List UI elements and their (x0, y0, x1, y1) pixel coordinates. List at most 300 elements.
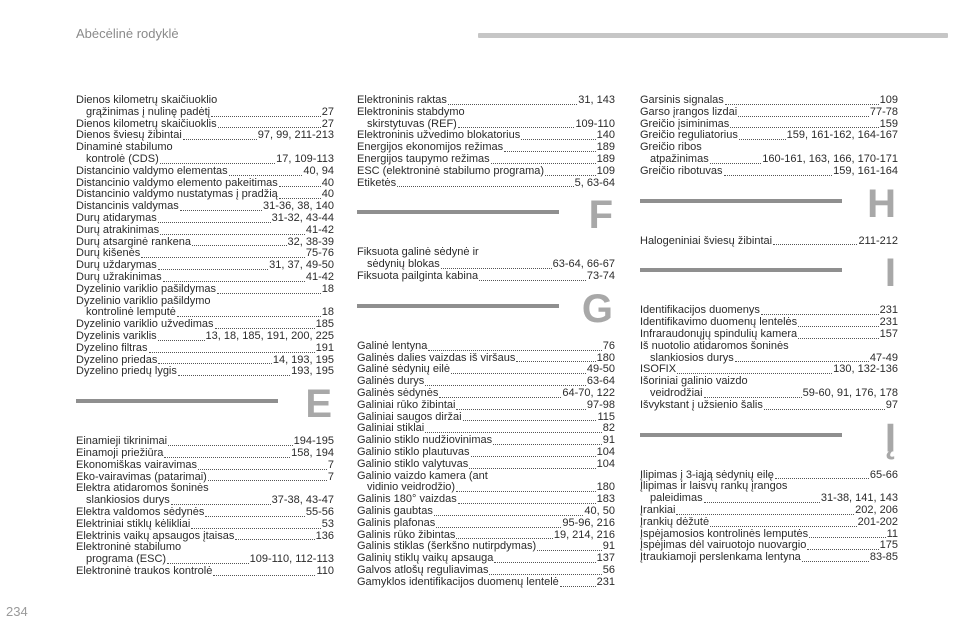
page-ref: 231 (879, 304, 898, 317)
page-number: 234 (6, 604, 28, 619)
dot-leader (807, 549, 878, 550)
index-term: Įrankių dėžutė (640, 515, 710, 528)
dot-leader (479, 280, 586, 281)
dot-leader (205, 516, 304, 517)
dot-leader (456, 491, 596, 492)
dot-leader (494, 562, 595, 563)
section-divider-bar (76, 399, 278, 403)
index-entry (640, 388, 898, 400)
dot-leader (802, 561, 869, 562)
dot-leader (149, 352, 315, 353)
index-term: Galinės durys (357, 375, 425, 388)
index-term: Durų atrakinimas (76, 223, 160, 236)
index-term: Dyzelinio variklio pašildymo (76, 294, 211, 307)
section-letter: E (305, 382, 332, 427)
index-term: Halogeniniai šviesų žibintai (640, 234, 773, 247)
index-entry (640, 107, 898, 119)
page-ref: 130, 132-136 (833, 363, 898, 376)
section-divider-bar (357, 304, 559, 308)
index-term: Įtraukiamoji perslenkama lentyna (640, 551, 801, 564)
page-ref: 180 (596, 351, 615, 364)
page-ref: 27 (321, 117, 334, 130)
index-term: ISOFIX (640, 363, 677, 376)
page-ref: 180 (596, 481, 615, 494)
page-ref: 63-64 (586, 375, 615, 388)
page-ref: 40 (321, 176, 334, 189)
section-letter: Į (884, 415, 896, 460)
dot-leader (192, 245, 287, 246)
page-ref: 31-32, 43-44 (271, 211, 334, 224)
section-header (640, 415, 898, 466)
index-entry (357, 447, 615, 459)
index-entry (357, 271, 615, 283)
index-term: Galiniai saugos diržai (357, 410, 462, 423)
page-ref: 202, 206 (855, 503, 898, 516)
dot-leader (676, 514, 854, 515)
index-term: Dienos kilometrų skaičiuoklio (76, 94, 218, 106)
dot-leader (434, 515, 584, 516)
dot-leader (208, 480, 327, 481)
page-ref: 136 (315, 529, 334, 542)
index-entry (357, 178, 615, 190)
index-term: Galiniai rūko žibintai (357, 398, 456, 411)
index-term: Galinis rūko žibintas (357, 528, 456, 541)
dot-leader (764, 409, 885, 410)
page-ref: 191 (315, 341, 334, 354)
index-term: Einamoji priežiūra (76, 446, 164, 459)
index-term: Fiksuota galinė sėdynė ir (357, 246, 479, 259)
index-term: Energijos taupymo režimas (357, 152, 490, 165)
page-ref: 76 (602, 339, 615, 352)
index-term: Išvykstant į užsienio šalis (640, 398, 763, 411)
index-term: Įlipimas ir laisvų rankų įrangos (640, 480, 788, 493)
dot-leader (158, 222, 271, 223)
index-term: Elektrinis vaikų apsaugos įtaisas (76, 529, 235, 542)
dot-leader (191, 528, 320, 529)
page-ref: 231 (596, 575, 615, 588)
dot-leader (213, 575, 315, 576)
page-ref: 56 (602, 563, 615, 576)
index-entry (76, 154, 334, 166)
page-ref: 32, 38-39 (287, 235, 334, 248)
index-entry (76, 507, 334, 519)
page-ref: 193, 195 (291, 365, 334, 378)
page-ref: 37-38, 43-47 (271, 494, 334, 507)
index-term: Galinio stiklo plautuvas (357, 445, 470, 458)
dot-leader (704, 397, 802, 398)
dot-leader (177, 316, 321, 317)
dot-leader (436, 527, 561, 528)
dot-leader (428, 350, 601, 351)
index-entry (640, 154, 898, 166)
page-ref: 65-66 (869, 468, 898, 481)
page-ref: 160-161, 163, 166, 170-171 (762, 152, 898, 165)
dot-leader (448, 104, 577, 105)
index-term: Distancinio valdymo elementas (76, 164, 228, 177)
index-column-3 (640, 95, 898, 564)
page-ref: 53 (321, 517, 334, 530)
section-header (640, 181, 898, 232)
dot-leader (171, 504, 271, 505)
page-ref: 77-78 (869, 105, 898, 118)
section-divider-bar (357, 210, 559, 214)
index-term: Greičio reguliatorius (640, 129, 738, 142)
index-entry (357, 518, 615, 530)
index-term: Įspėjimas dėl vairuotojo nuovargio (640, 539, 807, 552)
index-term: Etiketės (357, 176, 397, 189)
dot-leader (425, 385, 586, 386)
dot-leader (397, 186, 573, 187)
section-letter: F (588, 193, 613, 238)
index-entry (76, 213, 334, 225)
section-divider-bar (640, 433, 842, 437)
page-ref: 49-50 (586, 363, 615, 376)
dot-leader (235, 539, 314, 540)
index-term: Galinio vaizdo kamera (ant (357, 469, 488, 482)
section-letter: H (867, 181, 896, 226)
index-term: programa (ESC) (86, 553, 167, 566)
index-entry (76, 166, 334, 178)
page-ref: 137 (596, 552, 615, 565)
dot-leader (439, 397, 561, 398)
index-entry (76, 225, 334, 237)
dot-leader (211, 116, 321, 117)
section-letter: I (884, 251, 896, 296)
index-entry (357, 154, 615, 166)
dot-leader (163, 281, 305, 282)
index-entry (76, 519, 334, 531)
page-ref: 7 (327, 458, 334, 471)
index-entry (76, 460, 334, 472)
index-entry (640, 552, 898, 564)
dot-leader (463, 420, 597, 421)
page-ref: 97, 99, 211-213 (257, 129, 334, 142)
dot-leader (178, 375, 290, 376)
page-ref: 13, 18, 185, 191, 200, 225 (205, 329, 334, 342)
page-ref: 18 (321, 306, 334, 319)
index-entry (76, 366, 334, 378)
index-term: Dienos kilometrų skaičiuoklis (76, 117, 217, 130)
dot-leader (215, 328, 315, 329)
dot-leader (724, 175, 833, 176)
dot-leader (504, 151, 596, 152)
index-entry (357, 400, 615, 412)
page-ref: 189 (596, 152, 615, 165)
dot-leader (279, 198, 321, 199)
dot-leader (218, 127, 321, 128)
section-header (357, 193, 615, 243)
dot-leader (710, 163, 762, 164)
index-term: Galinė sėdynių eilė (357, 363, 450, 376)
page-ref: 97-98 (586, 398, 615, 411)
index-term: Įrankiai (640, 503, 676, 516)
dot-leader (471, 456, 596, 457)
dot-leader (537, 550, 602, 551)
dot-leader (773, 244, 857, 245)
dot-leader (158, 340, 205, 341)
dot-leader (521, 139, 595, 140)
page-ref: 110 (316, 564, 334, 577)
index-term: Elektroninis užvedimo blokatorius (357, 129, 521, 142)
page-ref: 11 (886, 527, 898, 540)
index-term: Galinio stiklo valytuvas (357, 457, 469, 470)
page-ref: 159, 161-164 (833, 164, 898, 177)
dot-leader (183, 139, 257, 140)
index-term: Durų užrakinimas (76, 270, 162, 283)
dot-leader (158, 269, 268, 270)
page-ref: 19, 214, 216 (553, 528, 615, 541)
index-term: sėdynių blokas (367, 258, 440, 271)
index-column-1 (76, 95, 334, 578)
index-header-title: Abėcėlinė rodyklė (76, 26, 179, 41)
index-entry (640, 341, 898, 353)
index-entry (357, 341, 615, 353)
dot-leader (180, 210, 262, 211)
page-ref: 175 (879, 539, 898, 552)
index-entry (357, 577, 615, 589)
index-term: Ekonomiškas vairavimas (76, 458, 198, 471)
index-term: slankiosios durys (86, 494, 170, 507)
index-term: Galiniai stiklai (357, 422, 425, 435)
index-term: Fiksuota pailginta kabina (357, 269, 479, 282)
index-entry (640, 166, 898, 178)
dot-leader (158, 363, 272, 364)
index-term: Iš nuotolio atidaromos šoninės (640, 339, 789, 352)
page-ref: 189 (596, 141, 615, 154)
index-term: Elektra atidaromos šoninės (76, 482, 209, 495)
index-term: Greičio ribotuvas (640, 164, 723, 177)
page-ref: 104 (596, 445, 615, 458)
page-ref: 63-64, 66-67 (552, 258, 615, 271)
index-term: Galinės dalies vaizdas iš viršaus (357, 351, 516, 364)
page-ref: 40 (321, 188, 334, 201)
page-ref: 109-110, 112-113 (249, 553, 334, 566)
dot-leader (458, 127, 575, 128)
index-term: Galinio stiklo nudžiovinimas (357, 434, 493, 447)
index-entry (76, 343, 334, 355)
dot-leader (545, 175, 596, 176)
page-ref: 109-110 (575, 117, 615, 130)
dot-leader (141, 257, 305, 258)
header-divider-bar (478, 33, 948, 38)
index-entry (640, 400, 898, 412)
dot-leader (469, 468, 595, 469)
page-ref: 95-96, 216 (562, 516, 615, 529)
index-term: Dinaminė stabilumo (76, 141, 173, 154)
section-divider-bar (640, 199, 842, 203)
page-ref: 41-42 (305, 270, 334, 283)
page-ref: 83-85 (869, 551, 898, 564)
dot-leader (456, 538, 552, 539)
page-ref: 201-202 (857, 515, 898, 528)
dot-leader (160, 163, 275, 164)
page-ref: 17, 109-113 (276, 152, 334, 165)
index-entry (640, 505, 898, 517)
dot-leader (516, 361, 595, 362)
index-term: Elektriniai stiklų kėlikliai (76, 517, 191, 530)
page-ref: 109 (879, 94, 898, 106)
dot-leader (160, 234, 305, 235)
page-ref: 73-74 (586, 269, 615, 282)
dot-leader (739, 139, 786, 140)
index-term: Galinė lentyna (357, 339, 428, 352)
page-ref: 18 (321, 282, 334, 295)
index-term: Elektra valdomos sėdynės (76, 505, 205, 518)
index-term: kontrolė (CDS) (86, 152, 159, 165)
index-term: Įlipimas į 3-iąją sėdynių eilę (640, 468, 774, 481)
index-term: vidinio veidrodžio) (367, 481, 456, 494)
page-ref: 194-195 (293, 435, 334, 448)
dot-leader (425, 432, 602, 433)
dot-leader (738, 116, 869, 117)
page-ref: 140 (596, 129, 615, 142)
dot-leader (168, 445, 293, 446)
index-term: Energijos ekonomijos režimas (357, 141, 504, 154)
page-ref: 55-56 (305, 505, 334, 518)
index-term: Dyzelino filtras (76, 341, 148, 354)
index-term: Galinių stiklų vaikų apsauga (357, 552, 494, 565)
dot-leader (730, 127, 878, 128)
page-ref: 47-49 (869, 351, 898, 364)
page-ref: 159, 161-162, 164-167 (786, 129, 898, 142)
dot-leader (198, 469, 327, 470)
index-term: Gamyklos identifikacijos duomenų lentelė (357, 575, 559, 588)
page-ref: 159 (879, 117, 898, 130)
page-ref: 31-38, 141, 143 (820, 492, 898, 505)
index-term: Identifikacijos duomenys (640, 304, 760, 317)
page-ref: 75-76 (305, 247, 334, 260)
index-term: Dyzelino priedų lygis (76, 365, 177, 378)
index-term: Eko-vairavimas (patarimai) (76, 470, 207, 483)
index-entry (76, 566, 334, 578)
index-term: Galinis plafonas (357, 516, 436, 529)
index-term: Dyzelinio variklio pašildymas (76, 282, 216, 295)
index-entry (640, 236, 898, 248)
index-entry (357, 166, 615, 178)
dot-leader (217, 293, 321, 294)
page-ref: 91 (602, 434, 615, 447)
page-ref: 27 (321, 105, 334, 118)
index-term: Elektroninė stabilumo (76, 541, 182, 554)
page-ref: 40, 50 (584, 504, 615, 517)
index-entry (357, 107, 615, 119)
index-term: veidrodžiai (650, 386, 703, 399)
page-ref: 158, 194 (291, 446, 334, 459)
page-ref: 115 (597, 410, 615, 423)
page-ref: 211-212 (858, 234, 898, 247)
dot-leader (710, 526, 857, 527)
dot-leader (458, 503, 596, 504)
dot-leader (677, 373, 832, 374)
page-ref: 31, 143 (578, 94, 615, 106)
index-term: Galvos atlošų reguliavimas (357, 563, 489, 576)
index-term: Infraraudonųjų spindulių kamera (640, 327, 798, 340)
dot-leader (279, 186, 321, 187)
index-term: Galinis stiklas (šerkšno nutirpdymas) (357, 540, 537, 553)
index-entry (76, 107, 334, 119)
dot-leader (167, 563, 249, 564)
index-term: grąžinimas į nulinę padėtį (86, 105, 211, 118)
page-ref: 59-60, 91, 176, 178 (802, 386, 898, 399)
index-term: Elektroninė traukos kontrolė (76, 564, 213, 577)
page-ref: 231 (879, 316, 898, 329)
index-term: Greičio įsiminimas (640, 117, 730, 130)
index-term: Elektroninis stabdymo (357, 105, 465, 118)
index-term: Galinis 180° vaizdas (357, 493, 457, 506)
index-entry (76, 272, 334, 284)
index-term: Elektroninis raktas (357, 94, 447, 106)
dot-leader (456, 409, 585, 410)
index-term: ESC (elektroninė stabilumo programa) (357, 164, 545, 177)
index-entry (357, 388, 615, 400)
section-letter: G (581, 286, 613, 331)
index-entry (76, 448, 334, 460)
index-term: Distancinis valdymas (76, 200, 179, 213)
section-divider-bar (640, 268, 842, 272)
page-ref: 31, 37, 49-50 (269, 259, 334, 272)
page-ref: 5, 63-64 (574, 176, 615, 189)
index-term: Dyzelino priedas (76, 353, 158, 366)
page-ref: 82 (602, 422, 615, 435)
dot-leader (560, 586, 596, 587)
index-term: slankiosios durys (650, 351, 734, 364)
index-term: kontrolinė lemputė (86, 306, 176, 319)
index-term: Durų atidarymas (76, 211, 157, 224)
dot-leader (451, 373, 586, 374)
index-term: Identifikavimo duomenų lentelės (640, 316, 798, 329)
dot-leader (735, 361, 869, 362)
dot-leader (798, 326, 878, 327)
index-term: Greičio ribos (640, 141, 702, 154)
page-ref: 157 (879, 327, 898, 340)
index-entry (357, 506, 615, 518)
index-entry (357, 565, 615, 577)
page-ref: 104 (596, 457, 615, 470)
dot-leader (704, 502, 820, 503)
index-entry (640, 517, 898, 529)
dot-leader (493, 444, 602, 445)
dot-leader (229, 175, 303, 176)
section-header (357, 286, 615, 337)
index-term: Distancinio valdymo nustatymas į pradžią (76, 188, 278, 201)
page-ref: 7 (327, 470, 334, 483)
dot-leader (761, 314, 879, 315)
index-term: Galinės sėdynės (357, 386, 439, 399)
page-ref: 109 (596, 164, 615, 177)
index-term: atpažinimas (650, 152, 709, 165)
index-term: Distancinio valdymo elemento pakeitimas (76, 176, 278, 189)
index-term: Durų atsarginė rankena (76, 235, 191, 248)
page-ref: 41-42 (305, 223, 334, 236)
index-term: Dyzelinis variklis (76, 329, 157, 342)
section-header (640, 251, 898, 301)
index-term: Dyzelinio variklio užvedimas (76, 318, 214, 331)
index-term: Galinis gaubtas (357, 504, 433, 517)
dot-leader (798, 338, 878, 339)
dot-leader (489, 574, 601, 575)
index-term: Durų kišenės (76, 247, 141, 260)
page-ref: 97 (885, 398, 898, 411)
dot-leader (441, 268, 552, 269)
page-ref: 185 (315, 318, 334, 331)
section-header (76, 382, 334, 432)
index-term: Durų uždarymas (76, 259, 157, 272)
index-entry (76, 331, 334, 343)
index-term: paleidimas (650, 492, 703, 505)
index-term: Garsinis signalas (640, 94, 724, 106)
dot-leader (775, 478, 869, 479)
index-term: Einamieji tikrinimai (76, 435, 168, 448)
